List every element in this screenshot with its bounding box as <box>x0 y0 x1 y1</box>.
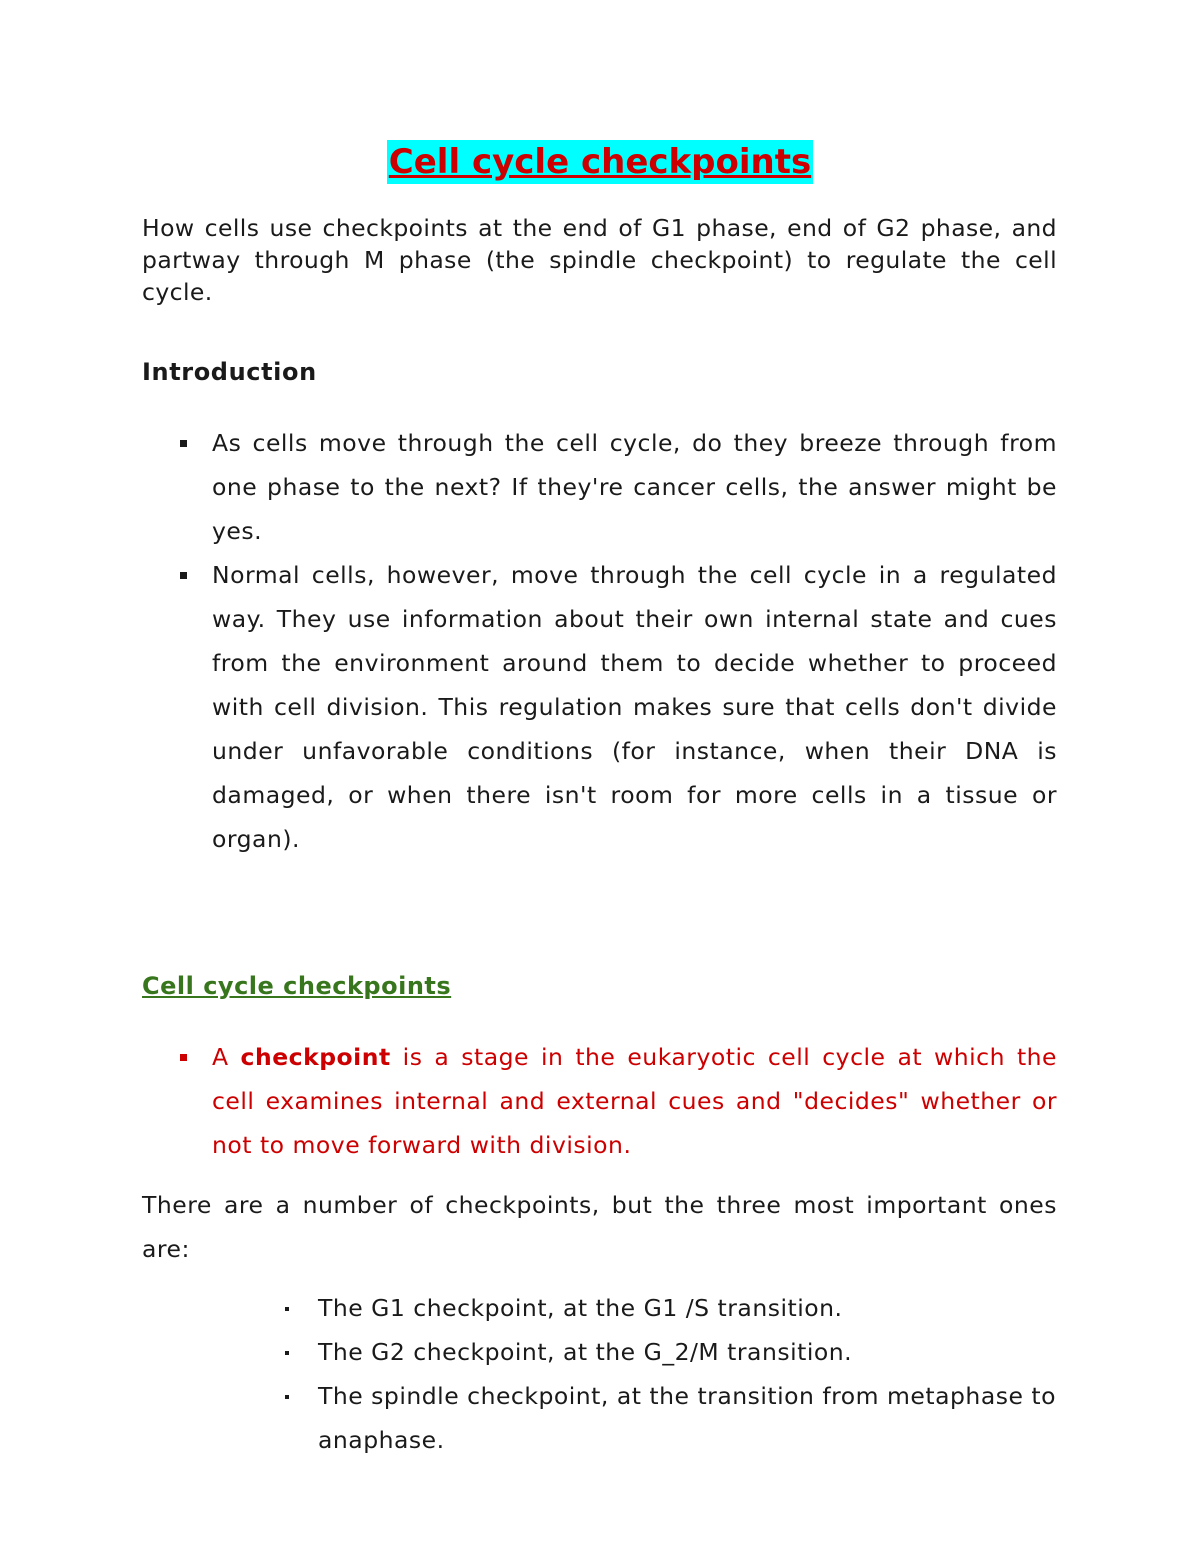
document-subtitle: How cells use checkpoints at the end of G1 phase, end of G2 phase, and partway through M phase (the spindle checkpoint) to regulate the cell cycle. <box>142 214 1057 306</box>
introduction-heading: Introduction <box>142 358 317 386</box>
list-item-text: As cells move through the cell cycle, do they breeze through from one phase to the next? If they're cancer cells, the answer might be yes. <box>212 429 1057 545</box>
list-item-text: The G1 checkpoint, at the G1 /S transition. <box>318 1294 843 1322</box>
title-container <box>0 140 1200 184</box>
definition-text: is a stage in the eukaryotic cell cycle at which the cell examines internal and external cues and "decides" whether or not to move forward with division. <box>212 1043 1058 1159</box>
definition-term: checkpoint <box>240 1043 391 1071</box>
definition-list <box>142 1035 1057 1167</box>
small-bullet-icon <box>285 1351 289 1355</box>
checkpoints-heading: Cell cycle checkpoints <box>142 972 452 1000</box>
list-item-text: The G2 checkpoint, at the G_2/M transition. <box>318 1338 853 1366</box>
list-item <box>142 553 1057 861</box>
list-item <box>248 1330 1056 1374</box>
list-item-text: Normal cells, however, move through the cell cycle in a regulated way. They use information about their own internal state and cues from the environment around them to decide whether to proceed with cell division. This regulation makes sure that cells don't divide under unfavorable conditions (for instance, when their DNA is damaged, or when there isn't room for more cells in a tissue or organ). <box>212 561 1057 853</box>
checkpoints-list <box>248 1286 1056 1462</box>
list-item <box>142 421 1057 553</box>
definition-prefix: A <box>212 1043 241 1071</box>
square-bullet-icon <box>180 440 187 447</box>
checkpoints-paragraph: There are a number of checkpoints, but the three most important ones are: <box>142 1191 1057 1263</box>
introduction-list <box>142 421 1057 861</box>
document-title: Cell cycle checkpoints <box>388 142 812 182</box>
square-bullet-icon <box>180 572 187 579</box>
list-item <box>248 1374 1056 1462</box>
small-bullet-icon <box>285 1307 289 1311</box>
definition-item <box>142 1035 1057 1167</box>
list-item-text: The spindle checkpoint, at the transition from metaphase to anaphase. <box>318 1382 1056 1454</box>
square-bullet-icon <box>180 1054 187 1061</box>
small-bullet-icon <box>285 1395 289 1399</box>
list-item <box>248 1286 1056 1330</box>
